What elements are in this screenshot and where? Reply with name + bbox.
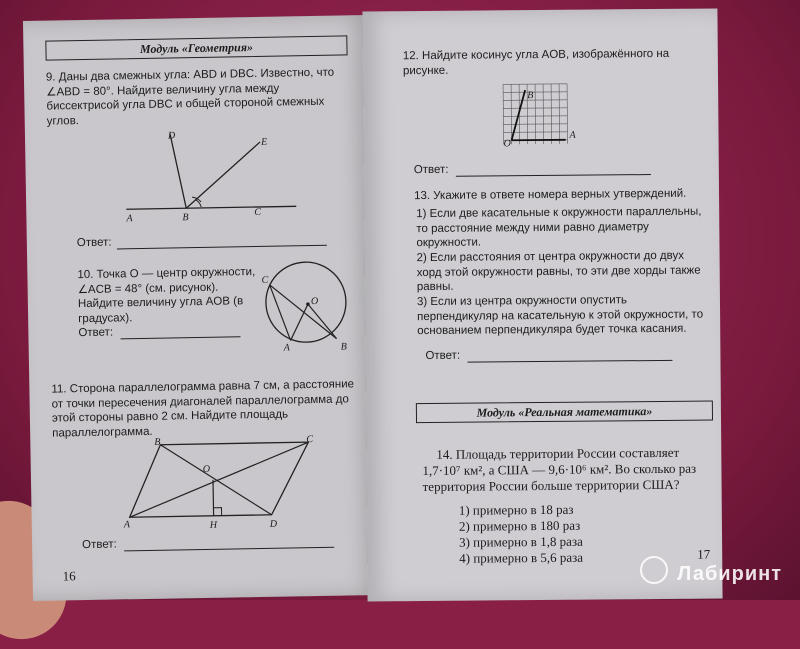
label-B3: B xyxy=(154,437,160,448)
label-A4: A xyxy=(569,130,575,141)
label-O: O xyxy=(311,296,318,307)
module-header-real-math: Модуль «Реальная математика» xyxy=(416,401,713,424)
right-page xyxy=(362,8,722,601)
label-A3: A xyxy=(124,519,130,530)
label-A: A xyxy=(126,213,132,224)
q14-option-2[interactable]: 2) примерно в 180 раз xyxy=(459,518,580,535)
q14-option-1[interactable]: 1) примерно в 18 раз xyxy=(459,502,574,519)
question-14-line2: 1,7·10⁷ км², а США — 9,6·10⁶ км². Во сколько раз территория России больше территории США? xyxy=(422,460,716,495)
q14-option-4[interactable]: 4) примерно в 5,6 раза xyxy=(459,550,583,567)
parallelogram-figure xyxy=(120,436,322,529)
answer-line-9[interactable] xyxy=(117,245,327,250)
q13-item-1: 1) Если две касательные к окружности параллельны, то расстояние между ними равно диаметру окружности. xyxy=(416,205,706,251)
label-D: D xyxy=(168,130,175,141)
label-H3: H xyxy=(210,520,217,531)
label-O4: O xyxy=(504,138,511,149)
label-C2: C xyxy=(261,275,268,286)
answer-line-12[interactable] xyxy=(456,174,651,177)
label-C3: C xyxy=(306,434,313,445)
question-11: 11. Сторона параллелограмма равна 7 см, а расстояние от точки пересечения диагоналей параллелограмма до этой стороны равно 2 см. Найдите площадь параллелограмма. xyxy=(51,377,362,440)
label-D3: D xyxy=(270,519,277,530)
module-header-geometry: Модуль «Геометрия» xyxy=(45,35,347,60)
label-E: E xyxy=(261,137,267,148)
answer-label-9: Ответ: xyxy=(77,236,112,251)
page-number-left: 16 xyxy=(63,568,76,584)
question-12: 12. Найдите косинус угла AOB, изображённого на рисунке. xyxy=(403,47,703,79)
answer-label-10: Ответ: xyxy=(78,326,113,341)
label-B2: B xyxy=(341,341,347,352)
label-B: B xyxy=(182,212,188,223)
answer-label-11: Ответ: xyxy=(82,537,117,552)
answer-line-10[interactable] xyxy=(121,336,241,339)
q13-item-3: 3) Если из центра окружности опустить перпендикуляр на касательную к этой окружности, то основанием перпендикуляра будет точка касания. xyxy=(417,293,707,339)
question-13: 13. Укажите в ответе номера верных утверждений. xyxy=(414,186,714,203)
q14-option-3[interactable]: 3) примерно в 1,8 раза xyxy=(459,534,583,551)
label-A2: A xyxy=(284,342,290,353)
label-B4: B xyxy=(527,90,533,101)
answer-line-11[interactable] xyxy=(124,547,334,552)
page-number-right: 17 xyxy=(697,547,710,563)
left-page xyxy=(23,15,378,601)
label-O3: O xyxy=(203,464,210,475)
label-C: C xyxy=(254,207,261,218)
circle-figure xyxy=(255,253,357,355)
q13-item-2: 2) Если расстояния от центра окружности до двух хорд этой окружности равны, то эти две хорды также равны. xyxy=(417,249,707,295)
watermark: Лабиринт xyxy=(677,563,782,586)
angle-figure xyxy=(105,126,307,239)
question-14-line1: 14. Площадь территории России составляет xyxy=(436,444,716,462)
answer-line-13[interactable] xyxy=(467,360,672,363)
answer-label-13: Ответ: xyxy=(425,349,460,364)
question-10: 10. Точка O — центр окружности, ∠ACB = 48° (см. рисунок). Найдите величину угла AOB (в градусах). xyxy=(77,265,258,326)
question-9: 9. Даны два смежных угла: ABD и DBC. Известно, что ∠ABD = 80°. Найдите величину угла между биссектрисой угла DBC и общей стороной смежных углов. xyxy=(46,65,353,128)
answer-label-12: Ответ: xyxy=(414,163,449,178)
labirint-logo-icon xyxy=(640,556,668,584)
